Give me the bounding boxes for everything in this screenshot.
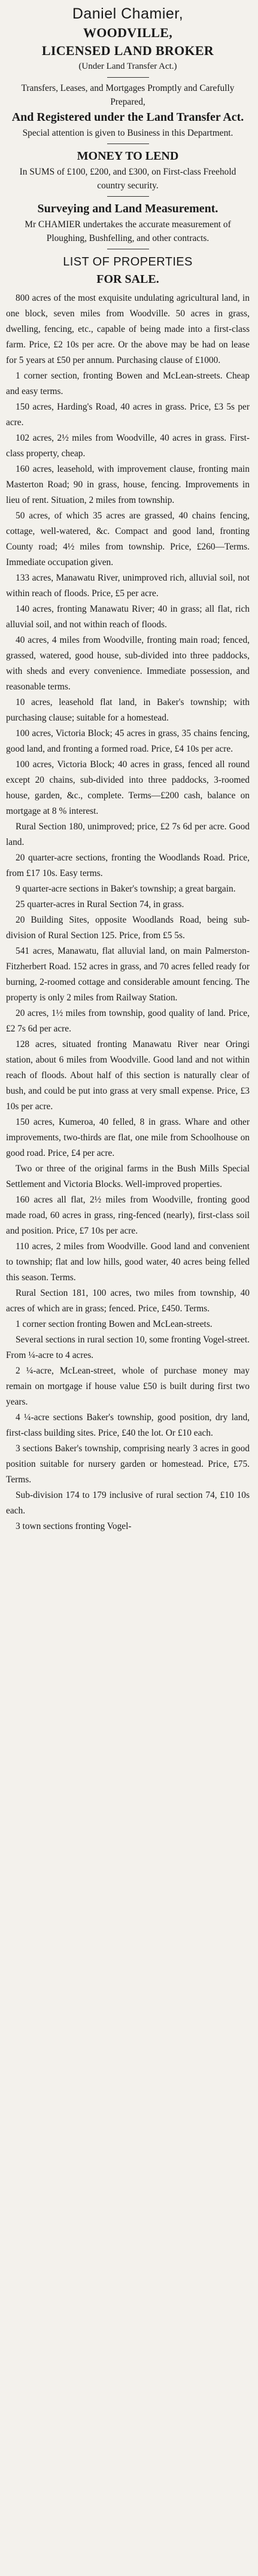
property-listing: 20 acres, 1½ miles from township, good quality of land. Price, £2 7s 6d per acre.	[6, 1008, 250, 1034]
divider	[107, 77, 149, 78]
property-listing: 10 acres, leasehold flat land, in Baker's township; with purchasing clause; suitable for a homestead.	[6, 697, 250, 723]
property-listing: 128 acres, situated fronting Manawatu River near Oringi station, about 6 miles from Woodville. Good land and not within reach of floods. About half of this section is naturally clear of bush, and could be put into grass at very small expense. Price, £3 10s per acre.	[6, 1039, 250, 1112]
divider	[107, 196, 149, 197]
property-listing: Rural Section 180, unimproved; price, £2 7s 6d per acre. Good land.	[6, 822, 250, 847]
list-heading: LIST OF PROPERTIES	[63, 255, 193, 268]
property-listing: 20 quarter-acre sections, fronting the Woodlands Road. Price, from £17 10s. Easy terms.	[6, 853, 250, 878]
property-listing: 150 acres, Kumeroa, 40 felled, 8 in grass. Whare and other improvements, two-thirds are flat, one mile from Schoolhouse on good road. Price, £4 per acre.	[6, 1117, 250, 1158]
property-listing: 40 acres, 4 miles from Woodville, fronting main road; fenced, grassed, watered, good house, sub-divided into three paddocks, with sheds and every convenience. Immediate possession, and reasonable terms.	[6, 635, 250, 692]
survey-text: Mr CHAMIER undertakes the accurate measurement of Ploughing, Bushfelling, and other contracts.	[25, 219, 231, 243]
property-listing: 800 acres of the most exquisite undulating agricultural land, in one block, seven miles from Woodville. 50 acres in grass, dwelling, fencing, etc., capable of being made into a first-class farm. Price, £2 10s per acre. Or the above may be had on lease for 5 years at £50 per annum. Purchasing clause of £1000.	[6, 293, 250, 365]
property-listing: 133 acres, Manawatu River, unimproved rich, alluvial soil, not within reach of floods. Price, £5 per acre.	[6, 573, 250, 599]
property-listing: Sub-division 174 to 179 inclusive of rural section 74, £10 10s each.	[6, 1490, 250, 1516]
business-note: Special attention is given to Business in this Department.	[22, 128, 233, 138]
property-listing: 100 acres, Victoria Block; 40 acres in grass, fenced all round except 20 chains, sub-divided into three paddocks, 3-roomed house, garden, &c., complete. Terms—£200 cash, balance on mortgage at 8 % interest.	[6, 759, 250, 816]
property-listing: 4 ¼-acre sections Baker's township, good position, dry land, first-class building sites. Price, £40 the lot. Or £10 each.	[6, 1412, 250, 1438]
property-listing: 541 acres, Manawatu, flat alluvial land, on main Palmerston-Fitzherbert Road. 152 acres in grass, and 70 acres felled ready for burning, 2-roomed cottage and considerable amount fencing. The property is only 2 miles from Railway Station.	[6, 946, 250, 1003]
property-listing: 150 acres, Harding's Road, 40 acres in grass. Price, £3 5s per acre.	[6, 402, 250, 428]
survey-heading: Surveying and Land Measurement.	[37, 202, 218, 215]
sale-heading: FOR SALE.	[96, 273, 159, 286]
property-listing: Two or three of the original farms in the Bush Mills Special Settlement and Victoria Blocks. Well-improved properties.	[6, 1164, 250, 1189]
property-listing: 25 quarter-acres in Rural Section 74, in grass.	[16, 899, 184, 909]
property-listing: 110 acres, 2 miles from Woodville. Good land and convenient to township; flat and low hills, good water, 40 acres being felled this season. Terms.	[6, 1241, 250, 1283]
property-listing: 140 acres, fronting Manawatu River; 40 in grass; all flat, rich alluvial soil, and not within reach of floods.	[6, 604, 250, 630]
property-listing: 1 corner section fronting Bowen and McLean-streets.	[16, 1319, 213, 1329]
property-listing: 1 corner section, fronting Bowen and McLean-streets. Cheap and easy terms.	[6, 371, 250, 396]
property-listing: 2 ¼-acre, McLean-street, whole of purchase money may remain on mortgage if house value £50 is built during first two years.	[6, 1366, 250, 1407]
property-listing: 160 acres all flat, 2½ miles from Woodville, fronting good made road, 60 acres in grass, ring-fenced (nearly), first-class soil and position. Price, £7 10s per acre.	[6, 1195, 250, 1236]
property-listing: 100 acres, Victoria Block; 45 acres in grass, 35 chains fencing, good land, and fronting a formed road. Price, £4 10s per acre.	[6, 728, 250, 754]
registered-heading: And Registered under the Land Transfer Act.	[11, 111, 244, 124]
services-text: Transfers, Leases, and Mortgages Promptly and Carefully Prepared,	[21, 83, 235, 107]
property-listing: 9 quarter-acre sections in Baker's township; a great bargain.	[16, 884, 236, 894]
role-note: (Under Land Transfer Act.)	[78, 62, 177, 71]
property-listing: Rural Section 181, 100 acres, two miles from township, 40 acres of which are in grass; fenced. Price, £450. Terms.	[6, 1288, 250, 1314]
property-listings	[6, 291, 250, 1534]
money-text: In SUMS of £100, £200, and £300, on First-class Freehold country security.	[19, 167, 236, 191]
advertiser-role: LICENSED LAND BROKER	[41, 43, 214, 58]
property-listing: 50 acres, of which 35 acres are grassed, 40 chains fencing, cottage, well-watered, &c. Compact and good land, fronting County road; 4½ miles from township. Price, £260—Terms. Immediate occupation given.	[6, 511, 250, 567]
property-listing: 160 acres, leasehold, with improvement clause, fronting main Masterton Road; 90 in grass, house, fencing. Improvements in lieu of rent. Situation, 2 miles from township.	[6, 464, 250, 505]
property-listing: 3 town sections fronting Vogel-	[16, 1521, 132, 1531]
advertiser-location: WOODVILLE,	[83, 25, 173, 40]
property-listing: 20 Building Sites, opposite Woodlands Road, being sub-division of Rural Section 125. Price, from £5 5s.	[6, 915, 250, 941]
property-listing: 102 acres, 2½ miles from Woodville, 40 acres in grass. First-class property, cheap.	[6, 433, 250, 459]
advertiser-name: Daniel Chamier,	[72, 5, 184, 22]
money-heading: MONEY TO LEND	[77, 149, 179, 163]
property-listing: Several sections in rural section 10, some fronting Vogel-street. From ¼-acre to 4 acres.	[6, 1335, 250, 1360]
property-listing: 3 sections Baker's township, comprising nearly 3 acres in good position suitable for nursery garden or homestead. Price, £75. Terms.	[6, 1443, 250, 1485]
